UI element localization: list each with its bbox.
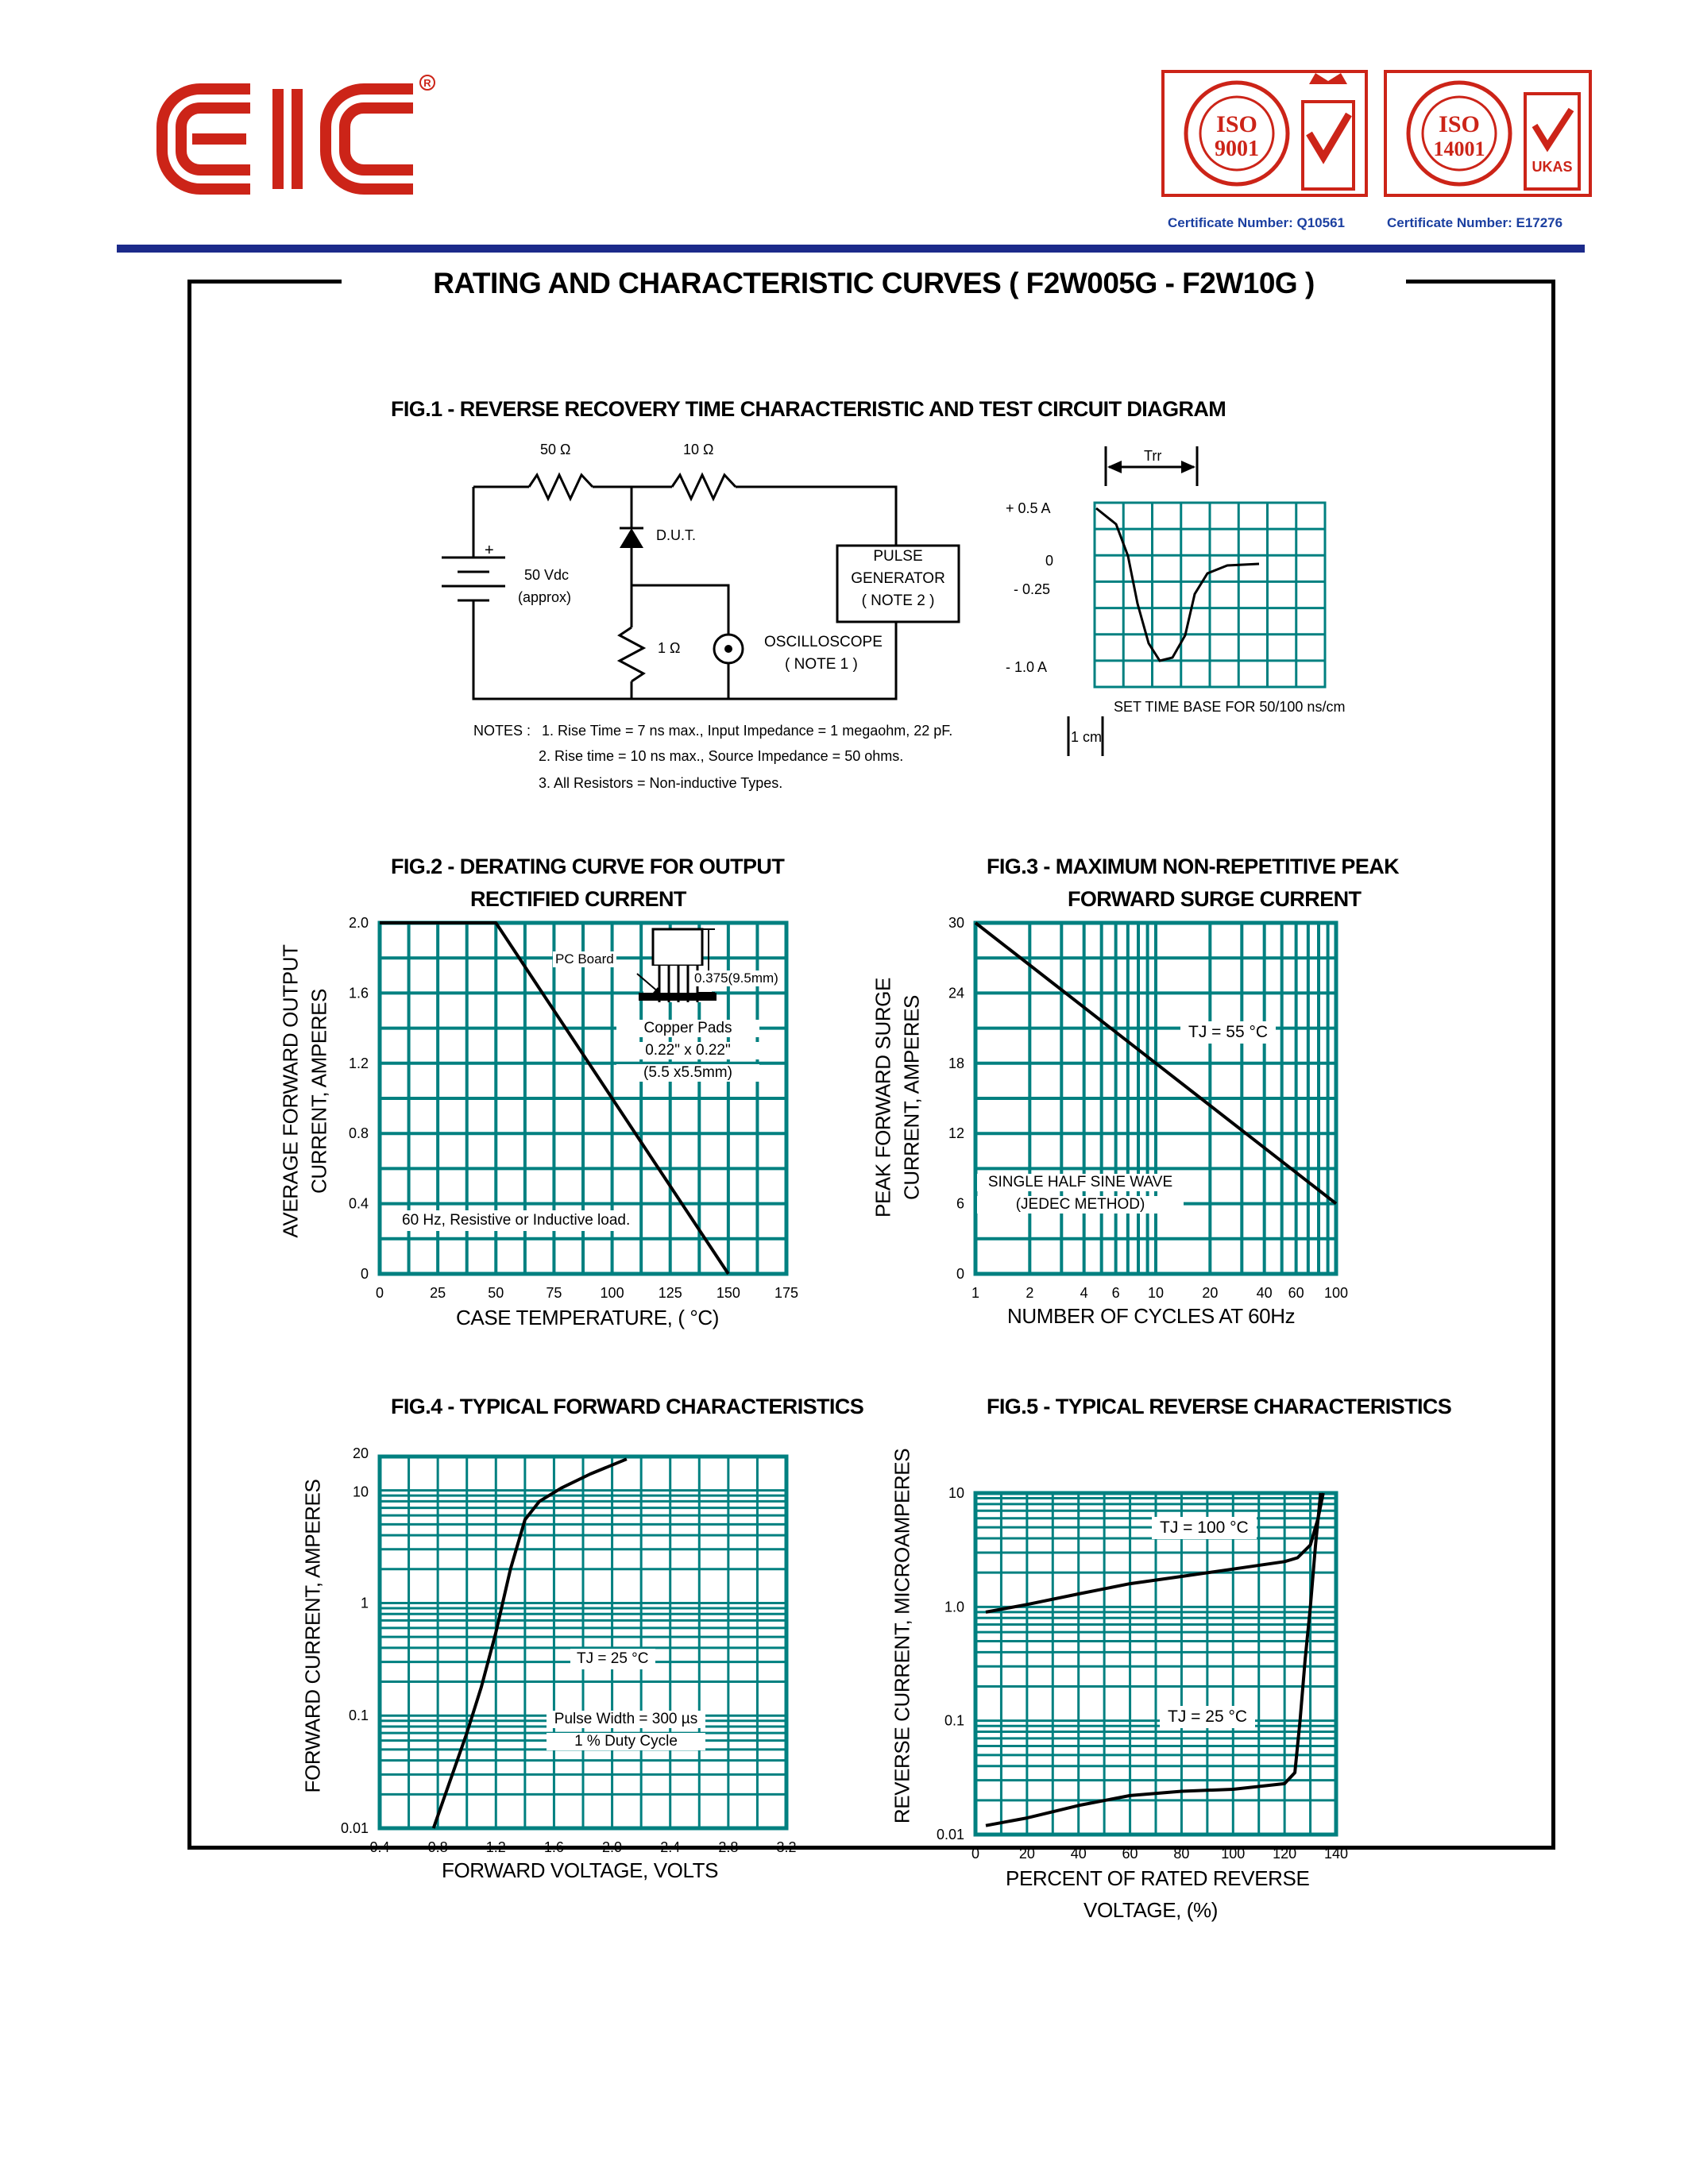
package-body-icon — [653, 929, 702, 966]
x-tick-label: 1.6 — [543, 1839, 564, 1855]
scope-y-label: - 1.0 A — [1006, 659, 1048, 675]
x-tick-label: 140 — [1323, 1846, 1349, 1862]
y-tick-label: 0.8 — [348, 1125, 369, 1142]
x-tick-label: 100 — [600, 1285, 624, 1301]
fig2-xlabel: CASE TEMPERATURE, ( °C) — [456, 1306, 720, 1329]
y-tick-label: 0.4 — [348, 1195, 369, 1212]
fig5-tj25-label: TJ = 25 °C — [1160, 1706, 1255, 1728]
supply-approx-label: (approx) — [518, 589, 572, 605]
pc-board-label: PC Board — [553, 951, 616, 967]
svg-text:R: R — [423, 77, 431, 89]
waveform-label: SINGLE HALF SINE WAVE — [977, 1174, 1184, 1191]
fig5-xlabel-line1: PERCENT OF RATED REVERSE — [1006, 1866, 1310, 1890]
pulse-generator-note: ( NOTE 2 ) — [861, 592, 935, 609]
supply-voltage-label: 50 Vdc — [524, 567, 570, 583]
x-tick-label: 150 — [716, 1285, 740, 1301]
fig5-title: FIG.5 - TYPICAL REVERSE CHARACTERISTICS — [987, 1395, 1452, 1418]
oscilloscope-label: OSCILLOSCOPE — [764, 634, 883, 650]
y-tick-label: 0.01 — [340, 1820, 369, 1836]
y-tick-label: 2.0 — [348, 915, 369, 931]
y-tick-label: 0 — [360, 1266, 369, 1282]
load-condition-label: 60 Hz, Resistive or Inductive load. — [396, 1210, 636, 1231]
x-tick-label: 125 — [658, 1285, 682, 1301]
copper-pads-metric: (5.5 x5.5mm) — [616, 1064, 759, 1082]
forward-characteristics-chart — [341, 1445, 797, 1855]
fig2-title-line2: RECTIFIED CURRENT — [470, 887, 686, 911]
reverse-characteristics-chart — [937, 1485, 1348, 1862]
x-tick-label: 6 — [1111, 1285, 1120, 1301]
duty-cycle-label: 1 % Duty Cycle — [547, 1733, 705, 1750]
r2-label: 10 Ω — [683, 442, 714, 457]
r3-label: 1 Ω — [658, 640, 681, 656]
y-tick-label: 30 — [948, 915, 964, 931]
arrow-left-icon — [1107, 461, 1122, 473]
fig1-title: FIG.1 - REVERSE RECOVERY TIME CHARACTERISTIC AND TEST CIRCUIT DIAGRAM — [391, 397, 1226, 421]
fig5-ylabel: REVERSE CURRENT, MICROAMPERES — [890, 1448, 914, 1824]
x-tick-label: 50 — [488, 1285, 504, 1301]
x-tick-label: 10 — [1147, 1285, 1165, 1301]
dut-label: D.U.T. — [656, 527, 697, 543]
y-tick-label: 0.01 — [936, 1827, 964, 1843]
x-tick-label: 20 — [1202, 1285, 1219, 1301]
x-tick-label: 2.4 — [660, 1839, 681, 1855]
y-tick-label: 10 — [948, 1485, 964, 1501]
x-tick-label: 0 — [375, 1285, 384, 1301]
copper-pads-label: Copper Pads — [616, 1020, 759, 1037]
fig5-xlabel-line2: VOLTAGE, (%) — [1083, 1898, 1219, 1922]
note-line: 3. All Resistors = Non-inductive Types. — [539, 775, 783, 791]
certificate-number: Certificate Number: Q10561 — [1168, 215, 1345, 230]
x-tick-label: 4 — [1080, 1285, 1088, 1301]
scope-y-label: - 0.25 — [1014, 581, 1051, 597]
y-tick-label: 1.0 — [944, 1599, 964, 1615]
battery-plus-label: + — [485, 542, 494, 559]
diode-icon — [620, 528, 643, 548]
x-tick-label: 75 — [546, 1285, 562, 1301]
x-tick-label: 1.2 — [485, 1839, 506, 1855]
x-tick-label: 100 — [1323, 1285, 1349, 1301]
fig4-xlabel: FORWARD VOLTAGE, VOLTS — [442, 1858, 719, 1882]
lead-length-label: 0.375(9.5mm) — [694, 970, 778, 986]
svg-text:14001: 14001 — [1433, 137, 1485, 160]
fig4-ylabel: FORWARD CURRENT, AMPERES — [300, 1479, 325, 1793]
x-tick-label: 0.8 — [427, 1839, 448, 1855]
copper-pads-size: 0.22" x 0.22" — [616, 1042, 759, 1059]
y-tick-label: 6 — [956, 1195, 964, 1212]
fig3-tj-label: TJ = 55 °C — [1180, 1021, 1276, 1044]
pc-board-icon — [639, 993, 717, 1001]
fig2-title-line1: FIG.2 - DERATING CURVE FOR OUTPUT — [391, 855, 785, 878]
y-tick-label: 1.6 — [348, 985, 369, 1001]
x-tick-label: 80 — [1173, 1846, 1190, 1862]
x-tick-label: 20 — [1018, 1846, 1035, 1862]
oscilloscope-note: ( NOTE 1 ) — [785, 656, 858, 673]
x-tick-label: 2.0 — [602, 1839, 623, 1855]
x-tick-label: 40 — [1256, 1285, 1273, 1301]
y-tick-label: 24 — [948, 985, 964, 1001]
svg-text:ISO: ISO — [1439, 111, 1480, 137]
r1-label: 50 Ω — [540, 442, 571, 457]
fig2-ylabel-line2: CURRENT, AMPERES — [307, 989, 331, 1194]
svg-text:UKAS: UKAS — [1532, 159, 1573, 175]
x-tick-label: 2 — [1026, 1285, 1034, 1301]
y-tick-label: 0 — [956, 1266, 964, 1282]
fig3-title-line1: FIG.3 - MAXIMUM NON-REPETITIVE PEAK — [987, 855, 1400, 878]
x-tick-label: 1 — [971, 1285, 980, 1301]
y-tick-label: 0.1 — [944, 1712, 964, 1729]
pulse-width-label: Pulse Width = 300 µs — [547, 1711, 705, 1728]
recovery-trace — [1096, 508, 1259, 661]
method-label: (JEDEC METHOD) — [977, 1196, 1184, 1214]
x-tick-label: 0 — [971, 1846, 980, 1862]
surge-current-chart — [948, 915, 1348, 1301]
timebase-label: SET TIME BASE FOR 50/100 ns/cm — [1114, 699, 1346, 715]
pulse-generator-label: PULSE — [873, 548, 923, 565]
x-tick-label: 60 — [1122, 1846, 1138, 1862]
fig4-title: FIG.4 - TYPICAL FORWARD CHARACTERISTICS — [391, 1395, 864, 1418]
y-tick-label: 1 — [360, 1595, 369, 1611]
fig3-xlabel: NUMBER OF CYCLES AT 60Hz — [1007, 1304, 1296, 1328]
notes-prefix: NOTES : — [473, 723, 531, 739]
svg-text:9001: 9001 — [1215, 137, 1259, 161]
x-tick-label: 40 — [1070, 1846, 1087, 1862]
x-tick-label: 25 — [430, 1285, 446, 1301]
fig3-ylabel-line1: PEAK FORWARD SURGE — [871, 978, 895, 1217]
arrow-right-icon — [1181, 461, 1196, 473]
fig3-ylabel-line2: CURRENT, AMPERES — [899, 995, 924, 1200]
series-line — [986, 1493, 1321, 1826]
fig4-tj-label: TJ = 25 °C — [570, 1649, 655, 1669]
note-line: 1. Rise Time = 7 ns max., Input Impedance = 1 megaohm, 22 pF. — [542, 723, 953, 739]
x-tick-label: 100 — [1221, 1846, 1246, 1862]
trr-label: Trr — [1144, 448, 1162, 464]
x-tick-label: 0.4 — [369, 1839, 390, 1855]
y-tick-label: 10 — [352, 1484, 369, 1500]
note-line: 2. Rise time = 10 ns max., Source Impedance = 50 ohms. — [539, 748, 904, 764]
certificate-number: Certificate Number: E17276 — [1387, 215, 1563, 230]
x-tick-label: 3.2 — [776, 1839, 797, 1855]
scope-y-label: + 0.5 A — [1006, 500, 1051, 516]
fig5-tj100-label: TJ = 100 °C — [1152, 1517, 1257, 1539]
pulse-generator-label: GENERATOR — [851, 570, 945, 587]
svg-text:ISO: ISO — [1216, 111, 1257, 137]
y-tick-label: 20 — [352, 1445, 369, 1461]
x-tick-label: 175 — [774, 1285, 799, 1301]
scope-y-label: 0 — [1045, 553, 1054, 569]
scale-label: 1 cm — [1071, 729, 1103, 745]
x-tick-label: 60 — [1288, 1285, 1304, 1301]
fig3-title-line2: FORWARD SURGE CURRENT — [1068, 887, 1362, 911]
page-title: RATING AND CHARACTERISTIC CURVES ( F2W005G - F2W10G ) — [433, 267, 1315, 299]
x-tick-label: 120 — [1273, 1846, 1297, 1862]
y-tick-label: 18 — [948, 1055, 964, 1071]
y-tick-label: 12 — [948, 1125, 964, 1142]
y-tick-label: 0.1 — [348, 1707, 369, 1724]
fig2-ylabel-line1: AVERAGE FORWARD OUTPUT — [278, 944, 303, 1238]
x-tick-label: 2.8 — [718, 1839, 739, 1855]
y-tick-label: 1.2 — [348, 1055, 369, 1071]
